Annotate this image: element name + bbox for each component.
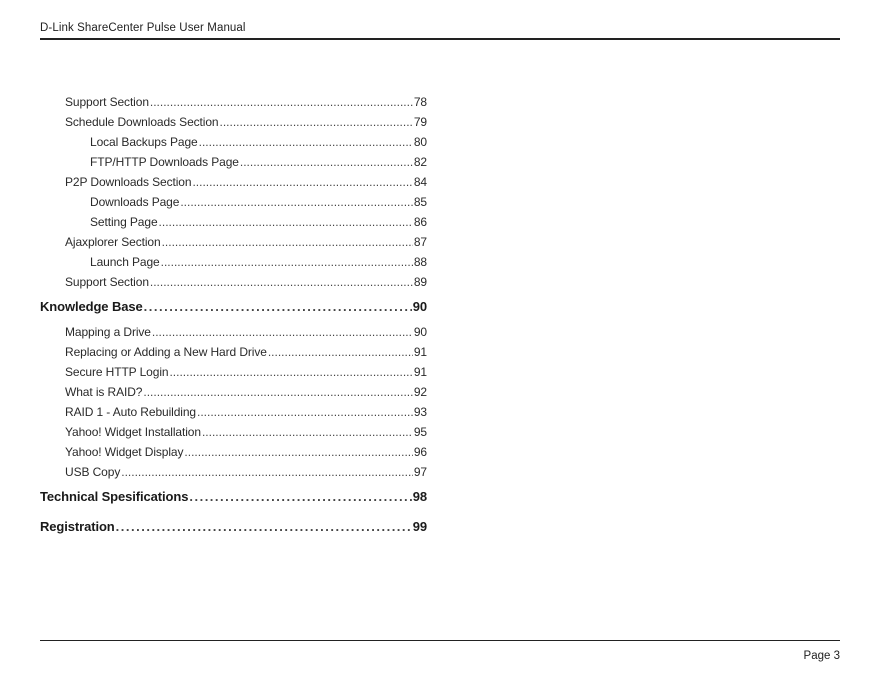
toc-entry[interactable] xyxy=(40,232,427,252)
toc-dot-leader xyxy=(268,342,413,362)
toc-entry-page: 89 xyxy=(413,275,427,289)
toc-dot-leader xyxy=(159,212,413,232)
toc-section-entry[interactable] xyxy=(40,512,427,542)
toc-dot-leader xyxy=(184,442,412,462)
toc-entry[interactable] xyxy=(40,382,427,402)
toc-entry-page: 78 xyxy=(413,95,427,109)
page-number: Page 3 xyxy=(803,650,840,662)
toc-entry-page: 91 xyxy=(413,345,427,359)
toc-entry-label: FTP/HTTP Downloads Page xyxy=(90,155,239,169)
toc-dot-leader xyxy=(121,462,413,482)
toc-entry[interactable] xyxy=(40,112,427,132)
toc-entry-page: 80 xyxy=(413,135,427,149)
toc-dot-leader xyxy=(152,322,413,342)
toc-entry[interactable] xyxy=(40,322,427,342)
toc-entry[interactable] xyxy=(40,192,427,212)
toc-entry[interactable] xyxy=(40,212,427,232)
toc-dot-leader xyxy=(143,382,412,402)
toc-section-entry[interactable] xyxy=(40,292,427,322)
toc-dot-leader xyxy=(192,172,412,192)
toc-entry-label: Ajaxplorer Section xyxy=(65,235,161,249)
toc-entry[interactable] xyxy=(40,342,427,362)
toc-entry-label: Setting Page xyxy=(90,215,158,229)
toc-entry[interactable] xyxy=(40,362,427,382)
document-header-title: D-Link ShareCenter Pulse User Manual xyxy=(40,22,246,34)
toc-entry-page: 87 xyxy=(413,235,427,249)
toc-entry[interactable] xyxy=(40,92,427,112)
toc-entry[interactable] xyxy=(40,272,427,292)
toc-entry[interactable] xyxy=(40,402,427,422)
toc-dot-leader xyxy=(240,152,413,172)
toc-entry-page: 98 xyxy=(412,489,427,504)
toc-entry-page: 85 xyxy=(413,195,427,209)
toc-entry-label: Replacing or Adding a New Hard Drive xyxy=(65,345,267,359)
toc-entry-page: 82 xyxy=(413,155,427,169)
toc-entry-label: Technical Spesifications xyxy=(40,489,189,504)
toc-entry-page: 95 xyxy=(413,425,427,439)
toc-entry-page: 99 xyxy=(412,519,427,534)
toc-entry-label: USB Copy xyxy=(65,465,121,479)
toc-entry-page: 93 xyxy=(413,405,427,419)
table-of-contents xyxy=(40,92,427,542)
header-rule xyxy=(40,38,840,40)
toc-dot-leader xyxy=(169,362,412,382)
toc-entry-label: Registration xyxy=(40,519,115,534)
toc-entry-label: Local Backups Page xyxy=(90,135,198,149)
toc-entry-page: 84 xyxy=(413,175,427,189)
toc-entry-page: 90 xyxy=(412,299,427,314)
toc-entry-page: 86 xyxy=(413,215,427,229)
toc-entry-page: 88 xyxy=(413,255,427,269)
toc-entry-page: 79 xyxy=(413,115,427,129)
toc-entry-label: Support Section xyxy=(65,95,149,109)
toc-entry[interactable] xyxy=(40,442,427,462)
toc-entry-label: Yahoo! Widget Installation xyxy=(65,425,201,439)
toc-entry-label: What is RAID? xyxy=(65,385,143,399)
toc-entry-label: RAID 1 - Auto Rebuilding xyxy=(65,405,197,419)
toc-entry-label: P2P Downloads Section xyxy=(65,175,192,189)
toc-dot-leader xyxy=(161,252,413,272)
toc-dot-leader xyxy=(202,422,413,442)
toc-entry[interactable] xyxy=(40,132,427,152)
toc-entry-label: Yahoo! Widget Display xyxy=(65,445,184,459)
toc-entry-page: 90 xyxy=(413,325,427,339)
toc-dot-leader xyxy=(197,402,413,422)
toc-entry-label: Mapping a Drive xyxy=(65,325,151,339)
toc-entry-page: 91 xyxy=(413,365,427,379)
toc-dot-leader xyxy=(150,272,413,292)
toc-entry-label: Downloads Page xyxy=(90,195,180,209)
toc-entry-label: Knowledge Base xyxy=(40,299,143,314)
toc-entry-label: Launch Page xyxy=(90,255,160,269)
toc-entry-page: 92 xyxy=(413,385,427,399)
toc-entry[interactable] xyxy=(40,462,427,482)
toc-entry[interactable] xyxy=(40,252,427,272)
toc-entry-label: Schedule Downloads Section xyxy=(65,115,219,129)
toc-dot-leader xyxy=(116,512,412,542)
toc-dot-leader xyxy=(180,192,413,212)
toc-dot-leader xyxy=(150,92,413,112)
toc-entry-label: Secure HTTP Login xyxy=(65,365,169,379)
toc-entry[interactable] xyxy=(40,172,427,192)
toc-dot-leader xyxy=(189,482,411,512)
toc-entry-page: 97 xyxy=(413,465,427,479)
toc-dot-leader xyxy=(220,112,413,132)
toc-entry-page: 96 xyxy=(413,445,427,459)
footer-rule xyxy=(40,640,840,641)
toc-entry-label: Support Section xyxy=(65,275,149,289)
toc-dot-leader xyxy=(144,292,412,322)
toc-entry[interactable] xyxy=(40,152,427,172)
toc-entry[interactable] xyxy=(40,422,427,442)
toc-dot-leader xyxy=(199,132,413,152)
toc-dot-leader xyxy=(162,232,413,252)
toc-section-entry[interactable] xyxy=(40,482,427,512)
